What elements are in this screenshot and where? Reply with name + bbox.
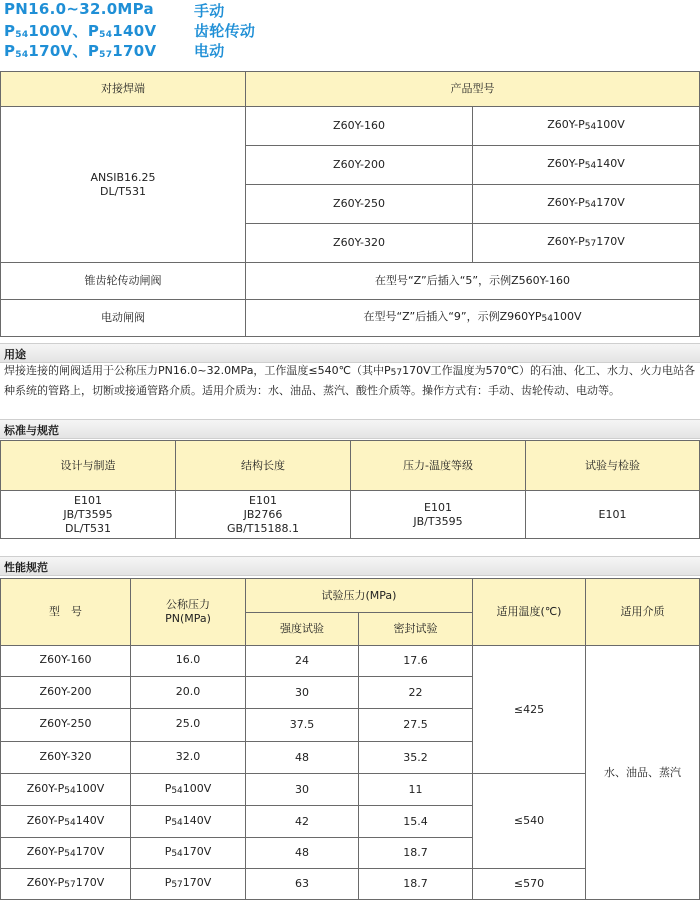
model-a-cell: Z60Y-160 [246, 107, 473, 146]
standards-head-length: 结构长度 [176, 441, 351, 491]
perf-pn-cell: 32.0 [131, 742, 246, 774]
header-tag-manual: 手动 [194, 2, 225, 20]
perf-temp-cell: ≤540 [473, 774, 586, 869]
standards-value-pt: E101 JB/T3595 [351, 491, 526, 539]
standards-head-test: 试验与检验 [526, 441, 700, 491]
perf-seal-cell: 17.6 [359, 646, 473, 677]
perf-strength-cell: 37.5 [246, 709, 359, 742]
perf-head-test: 试验压力(MPa) [246, 579, 473, 613]
perf-seal-cell: 18.7 [359, 869, 473, 900]
header-tag-electric: 电动 [194, 42, 225, 60]
perf-head-temp: 适用温度(℃) [473, 579, 586, 646]
standards-table [0, 440, 700, 539]
perf-strength-cell: 42 [246, 806, 359, 838]
perf-temp-cell: ≤570 [473, 869, 586, 900]
model-a-cell: Z60Y-200 [246, 146, 473, 185]
perf-model-cell: Z60Y-320 [1, 742, 131, 774]
header-model-a: $P_{54}100V$、$P_{54}140V$ [4, 22, 157, 40]
performance-title: 性能规范 [4, 561, 48, 574]
model-a-cell: Z60Y-250 [246, 185, 473, 224]
perf-strength-cell: 63 [246, 869, 359, 900]
usage-title: 用途 [4, 348, 26, 361]
standards-head-design: 设计与制造 [1, 441, 176, 491]
perf-pn-cell: $P_{54}170V$ [131, 838, 246, 869]
perf-pn-cell: 25.0 [131, 709, 246, 742]
model-a-cell: Z60Y-320 [246, 224, 473, 263]
perf-strength-cell: 48 [246, 838, 359, 869]
models-standards: ANSIB16.25 DL/T531 [1, 107, 246, 263]
perf-seal-cell: 11 [359, 774, 473, 806]
perf-model-cell: $Z60Y-P_{57}170V$ [1, 869, 131, 900]
usage-text: 焊接连接的闸阀适用于公称压力PN16.0~32.0MPa，工作温度≤540℃（其中$P_{57}170V$工作温度为570℃）的石油、化工、水力、火力电站各种系统的管路上，切断或接通管路介质。适用介质为：水、油品、蒸汽、酸性介质等。操作方式有：手动、齿轮传动、电动等。 [4, 364, 695, 397]
electric-desc: 在型号“Z”后插入“9”，示例$Z960YP_{54}100V$ [246, 300, 700, 337]
header-line-2 [4, 20, 256, 41]
perf-model-cell: Z60Y-160 [1, 646, 131, 677]
perf-seal-cell: 22 [359, 677, 473, 709]
models-head-right: 产品型号 [246, 72, 700, 107]
models-head-left: 对接焊端 [1, 72, 246, 107]
perf-pn-cell: $P_{57}170V$ [131, 869, 246, 900]
perf-model-cell: $Z60Y-P_{54}170V$ [1, 838, 131, 869]
perf-head-strength: 强度试验 [246, 613, 359, 646]
standards-value-length: E101 JB2766 GB/T15188.1 [176, 491, 351, 539]
perf-strength-cell: 30 [246, 677, 359, 709]
perf-seal-cell: 18.7 [359, 838, 473, 869]
perf-medium-cell: 水、油品、蒸汽 [586, 646, 700, 900]
standards-value-test: E101 [526, 491, 700, 539]
model-b-cell: $Z60Y-P_{54}170V$ [473, 185, 700, 224]
standards-section-header [0, 419, 700, 439]
perf-seal-cell: 35.2 [359, 742, 473, 774]
perf-seal-cell: 15.4 [359, 806, 473, 838]
perf-strength-cell: 24 [246, 646, 359, 677]
perf-strength-cell: 48 [246, 742, 359, 774]
perf-model-cell: $Z60Y-P_{54}100V$ [1, 774, 131, 806]
header-model-b: $P_{54}170V$、$P_{57}170V$ [4, 42, 157, 60]
perf-row [1, 646, 700, 677]
header-line-3 [4, 40, 225, 61]
perf-head-medium: 适用介质 [586, 579, 700, 646]
perf-pn-cell: 16.0 [131, 646, 246, 677]
perf-model-cell: Z60Y-250 [1, 709, 131, 742]
electric-label: 电动闸阀 [1, 300, 246, 337]
perf-seal-cell: 27.5 [359, 709, 473, 742]
usage-section-header [0, 343, 700, 363]
standards-head-pt: 压力-温度等级 [351, 441, 526, 491]
perf-pn-cell: $P_{54}100V$ [131, 774, 246, 806]
performance-section-header [0, 556, 700, 576]
perf-strength-cell: 30 [246, 774, 359, 806]
perf-pn-cell: 20.0 [131, 677, 246, 709]
perf-model-cell: Z60Y-200 [1, 677, 131, 709]
model-b-cell: $Z60Y-P_{54}100V$ [473, 107, 700, 146]
perf-head-seal: 密封试验 [359, 613, 473, 646]
standards-value-design: E101 JB/T3595 DL/T531 [1, 491, 176, 539]
header-spec: PN16.0~32.0MPa [4, 0, 154, 18]
perf-head-model: 型 号 [1, 579, 131, 646]
header-tag-gear: 齿轮传动 [194, 22, 256, 40]
perf-pn-cell: $P_{54}140V$ [131, 806, 246, 838]
model-b-cell: $Z60Y-P_{54}140V$ [473, 146, 700, 185]
performance-table [0, 578, 700, 900]
bevel-gear-desc: 在型号“Z”后插入“5”，示例Z560Y-160 [246, 263, 700, 300]
model-b-cell: $Z60Y-P_{57}170V$ [473, 224, 700, 263]
standards-title: 标准与规范 [4, 424, 59, 437]
header-line-1 [4, 0, 225, 20]
bevel-gear-label: 锥齿轮传动闸阀 [1, 263, 246, 300]
perf-head-pn: 公称压力 PN(MPa) [131, 579, 246, 646]
perf-temp-cell: ≤425 [473, 646, 586, 774]
perf-model-cell: $Z60Y-P_{54}140V$ [1, 806, 131, 838]
models-table [0, 71, 700, 337]
